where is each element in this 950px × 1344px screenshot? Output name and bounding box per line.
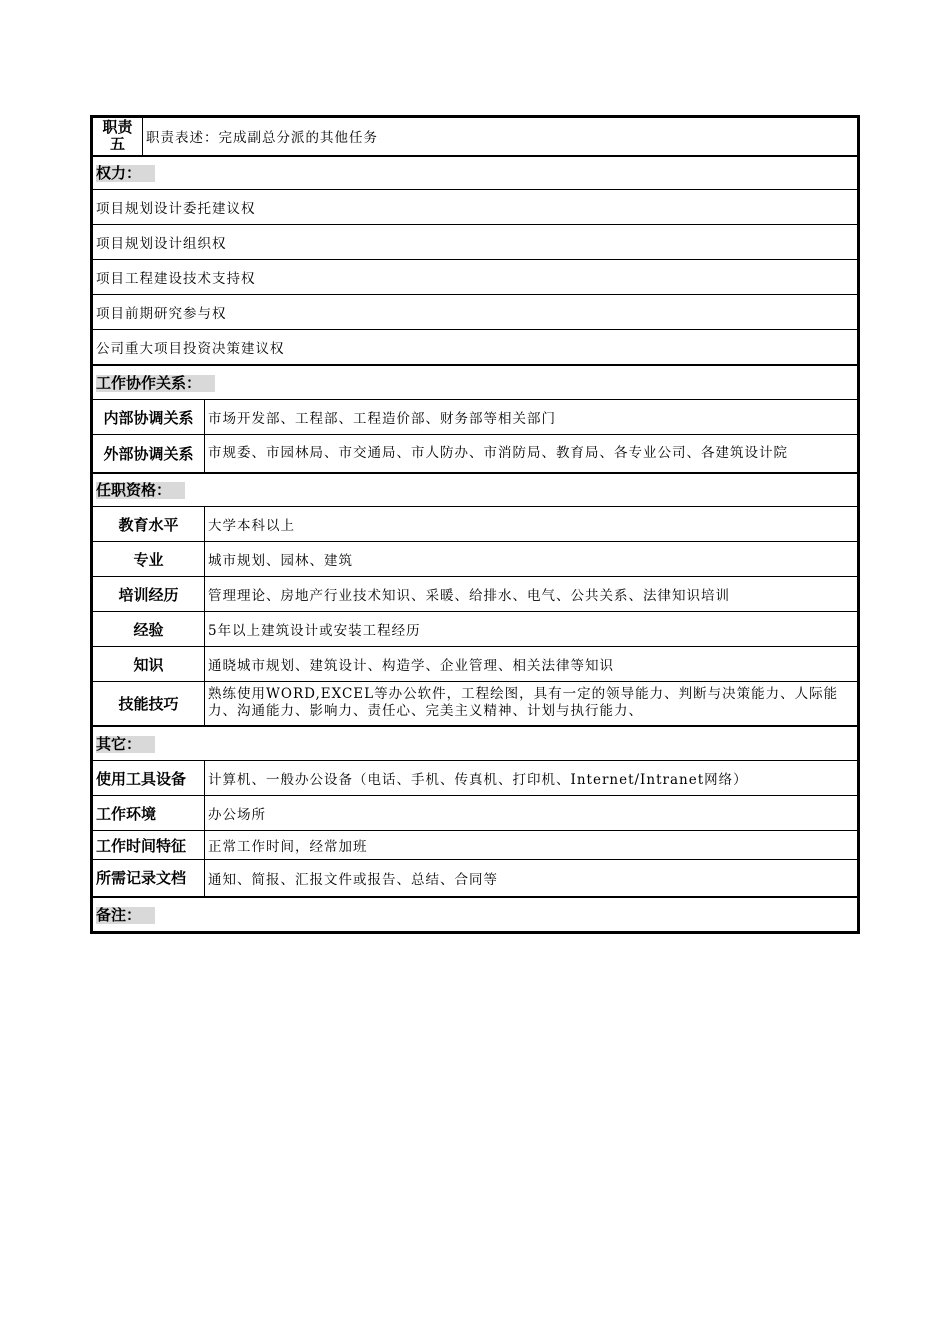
qualification-label: 培训经历 [93, 577, 205, 612]
qualification-row [93, 612, 858, 647]
other-value: 通知、简报、汇报文件或报告、总结、合同等 [205, 860, 858, 897]
job-description-table [90, 115, 860, 934]
relations-label: 内部协调关系 [93, 400, 205, 435]
authority-item-text: 项目工程建设技术支持权 [93, 260, 858, 295]
relations-row [93, 400, 858, 435]
other-row [93, 860, 858, 897]
qualification-value: 管理理论、房地产行业技术知识、采暖、给排水、电气、公共关系、法律知识培训 [205, 577, 858, 612]
authority-item [93, 330, 858, 365]
qualification-row [93, 507, 858, 542]
other-value: 办公场所 [205, 796, 858, 831]
qualification-value: 通晓城市规划、建筑设计、构造学、企业管理、相关法律等知识 [205, 647, 858, 682]
other-label: 工作时间特征 [93, 831, 205, 860]
other-row [93, 761, 858, 796]
relations-label: 外部协调关系 [93, 435, 205, 473]
authority-item [93, 225, 858, 260]
qualification-row [93, 542, 858, 577]
relations-header-row [93, 365, 858, 400]
authority-heading: 权力： [96, 165, 155, 182]
other-row [93, 831, 858, 860]
qualification-label: 知识 [93, 647, 205, 682]
authority-item-text: 项目前期研究参与权 [93, 295, 858, 330]
qualification-label: 专业 [93, 542, 205, 577]
form-table [92, 117, 858, 932]
qualification-row [93, 577, 858, 612]
duty-label-line2: 五 [109, 136, 125, 154]
qualification-row [93, 682, 858, 726]
qualification-label: 经验 [93, 612, 205, 647]
qualification-row [93, 647, 858, 682]
qualification-value: 大学本科以上 [205, 507, 858, 542]
relations-value: 市场开发部、工程部、工程造价部、财务部等相关部门 [205, 400, 858, 435]
other-label: 工作环境 [93, 796, 205, 831]
qualification-value: 熟练使用WORD,EXCEL等办公软件，工程绘图，具有一定的领导能力、判断与决策能力、人际能力、沟通能力、影响力、责任心、完美主义精神、计划与执行能力、 [205, 682, 858, 726]
duty-row [93, 118, 858, 156]
notes-row [93, 897, 858, 932]
qualifications-heading: 任职资格： [96, 482, 185, 499]
other-value: 计算机、一般办公设备（电话、手机、传真机、打印机、Internet/Intranet网络） [205, 761, 858, 796]
authority-item-text: 公司重大项目投资决策建议权 [93, 330, 858, 365]
duty-description: 职责表述：完成副总分派的其他任务 [143, 118, 858, 156]
notes-heading: 备注： [96, 907, 155, 924]
other-header-row [93, 726, 858, 761]
qualification-label: 技能技巧 [93, 682, 205, 726]
qualification-value: 城市规划、园林、建筑 [205, 542, 858, 577]
qualifications-header-row [93, 473, 858, 507]
duty-label-line1: 职责 [102, 119, 133, 137]
duty-label [93, 118, 143, 156]
relations-value: 市规委、市园林局、市交通局、市人防办、市消防局、教育局、各专业公司、各建筑设计院 [205, 435, 858, 473]
authority-header-row [93, 156, 858, 190]
other-value: 正常工作时间，经常加班 [205, 831, 858, 860]
other-label: 使用工具设备 [93, 761, 205, 796]
qualification-value: 5年以上建筑设计或安装工程经历 [205, 612, 858, 647]
authority-item-text: 项目规划设计委托建议权 [93, 190, 858, 225]
authority-item [93, 295, 858, 330]
other-label: 所需记录文档 [93, 860, 205, 897]
authority-item-text: 项目规划设计组织权 [93, 225, 858, 260]
authority-item [93, 260, 858, 295]
qualification-label: 教育水平 [93, 507, 205, 542]
authority-item [93, 190, 858, 225]
relations-row [93, 435, 858, 473]
relations-heading: 工作协作关系： [96, 375, 215, 392]
other-heading: 其它： [96, 736, 155, 753]
other-row [93, 796, 858, 831]
